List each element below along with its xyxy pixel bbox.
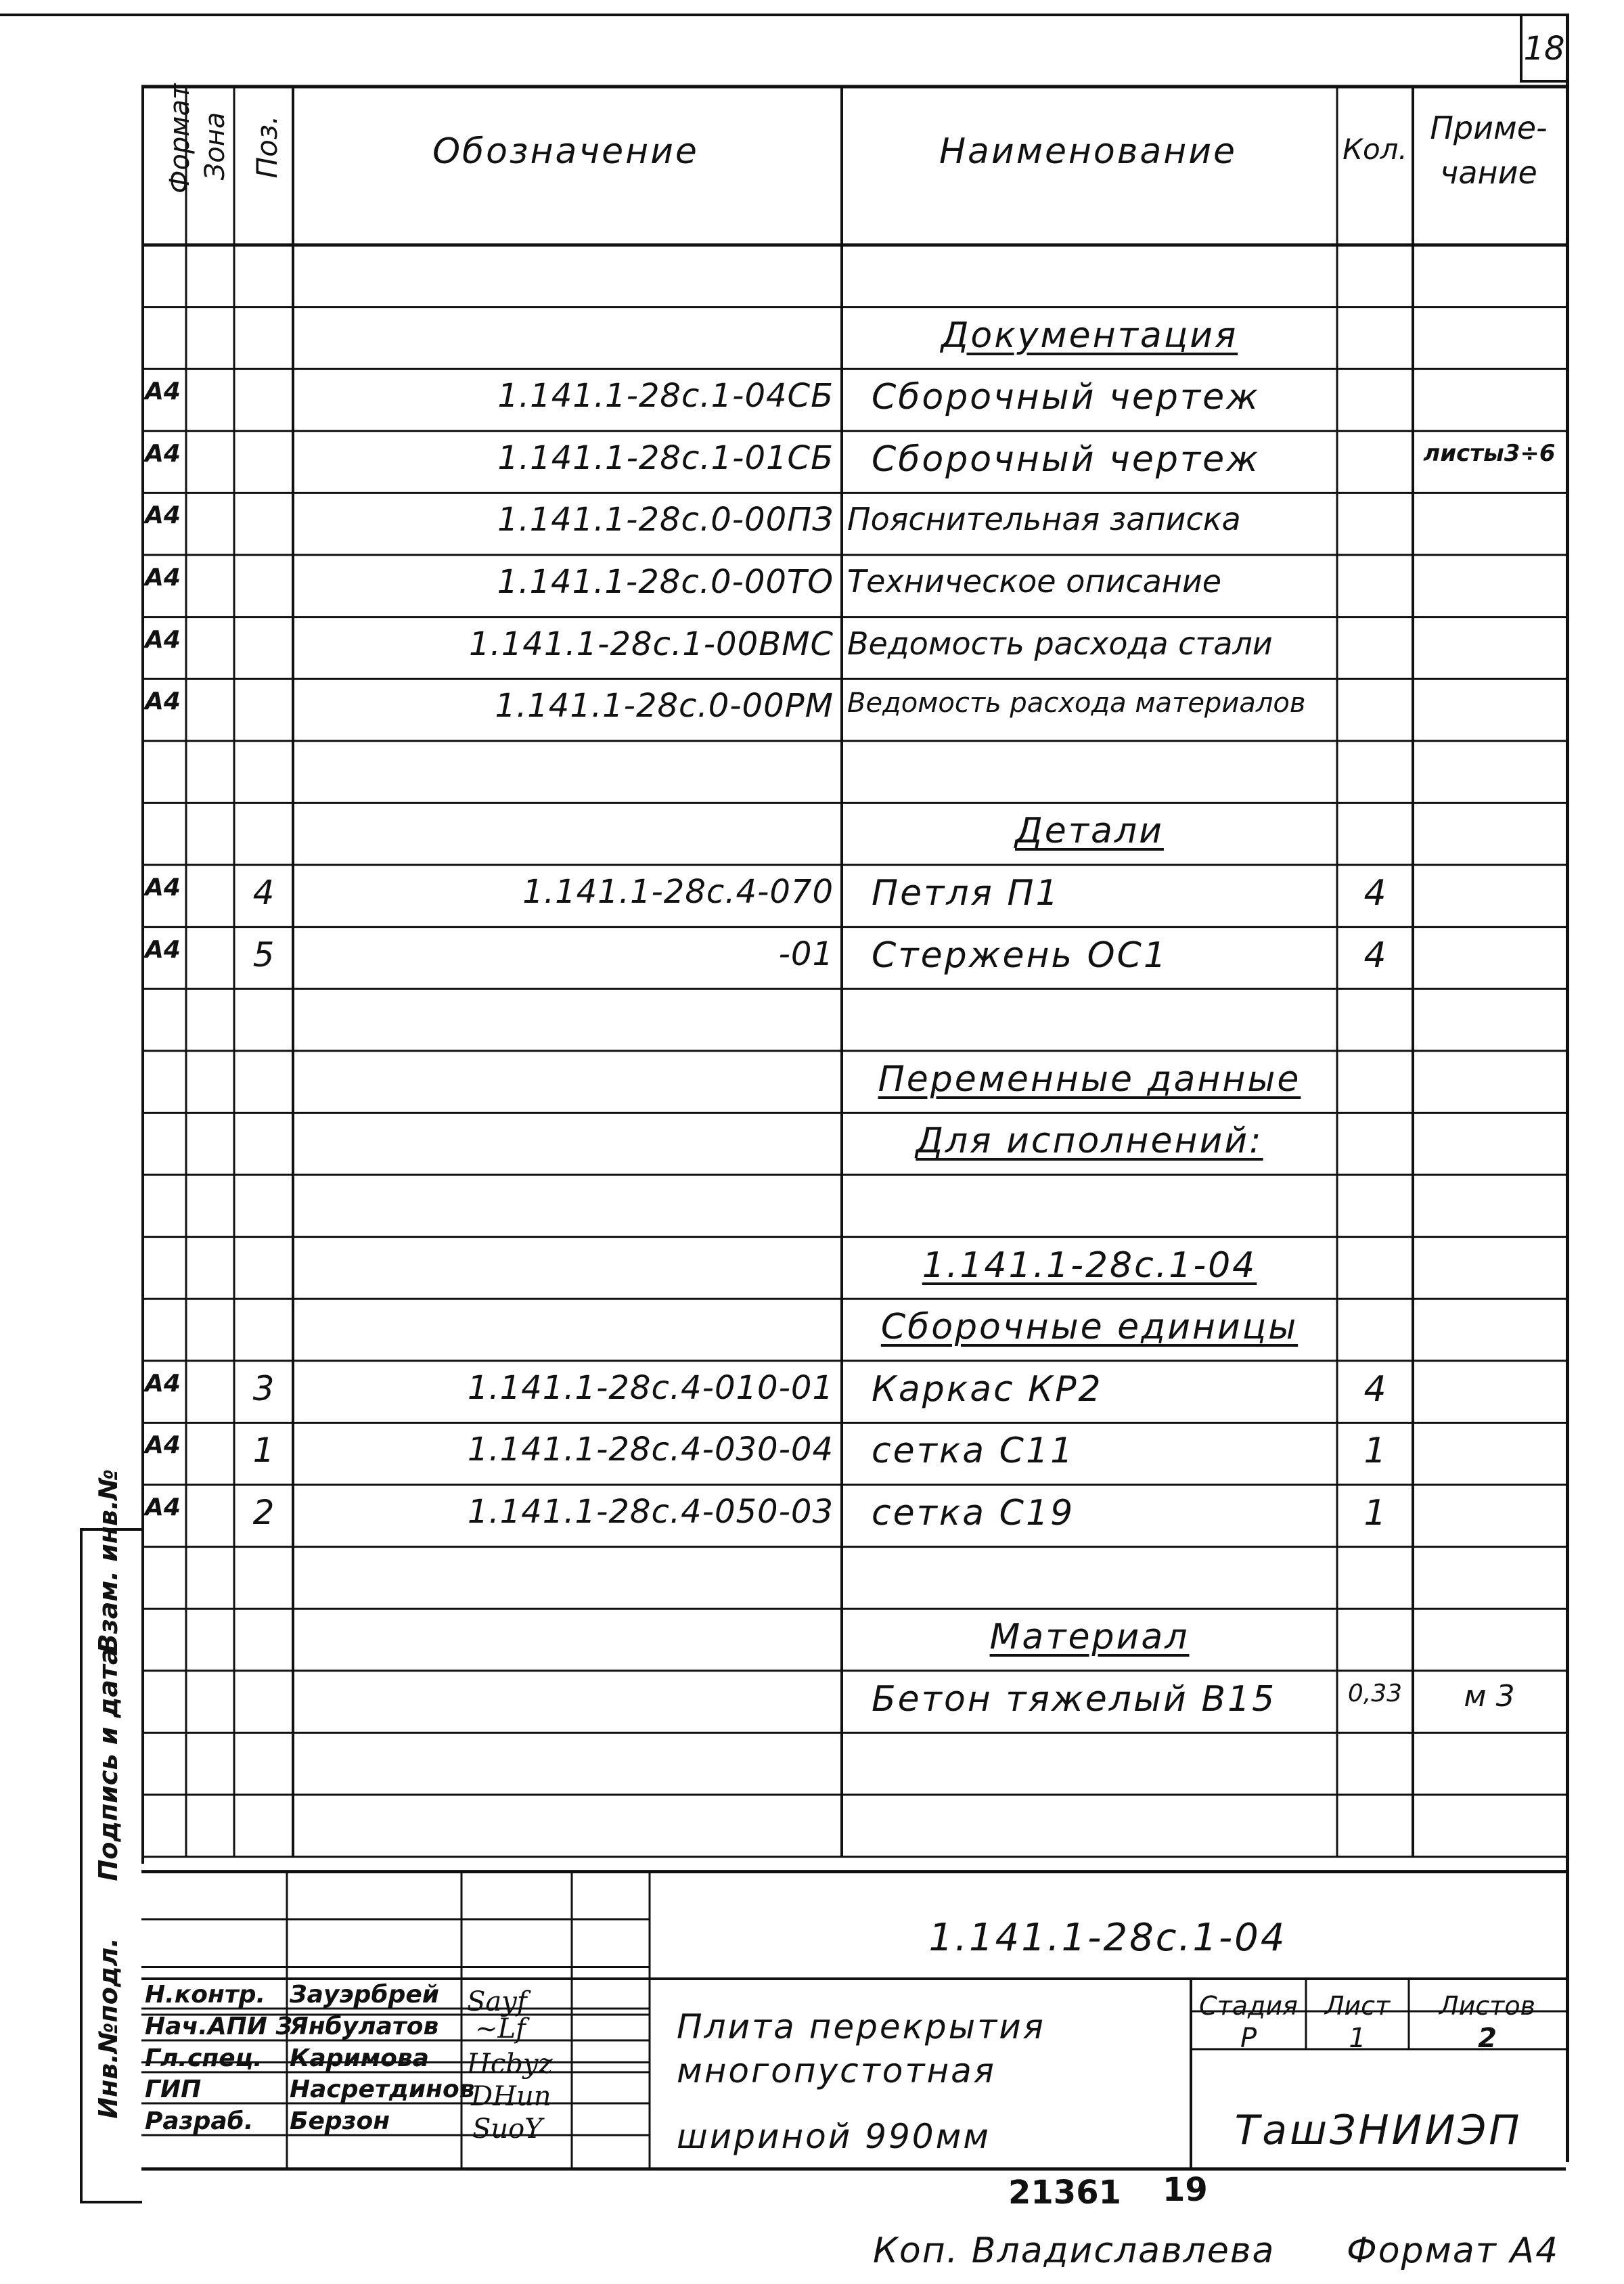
- row-format: А4: [145, 439, 181, 468]
- row-name: Пояснительная записка: [847, 501, 1241, 538]
- sheet-number: 18: [1523, 30, 1565, 68]
- row-name: сетка С11: [872, 1431, 1075, 1472]
- row-format: А4: [145, 564, 181, 591]
- signature-4: DHun: [471, 2081, 551, 2112]
- row-format: А4: [145, 874, 181, 901]
- header-note-line1: Приме-: [1430, 110, 1548, 146]
- footer-inventory-number: 21361: [1008, 2174, 1121, 2212]
- row-name: Ведомость расхода материалов: [847, 688, 1306, 719]
- row-position: 5: [252, 935, 275, 975]
- title-line-3: шириной 990мм: [677, 2117, 991, 2156]
- sheets-label: Листов: [1439, 1991, 1535, 2021]
- row-designation: 1.141.1-28с.0-00ТО: [497, 563, 834, 601]
- header-name: Наименование: [939, 131, 1238, 172]
- person-role: ГИП: [145, 2076, 202, 2103]
- signature-5: SuoY: [472, 2113, 543, 2145]
- header-designation: Обозначение: [432, 131, 699, 172]
- row-name: Документация: [941, 315, 1238, 356]
- footer-page-number: 19: [1163, 2171, 1208, 2209]
- row-name: Переменные данные: [878, 1058, 1301, 1100]
- person-name: Берзон: [290, 2107, 390, 2135]
- row-quantity: 4: [1363, 873, 1386, 914]
- header-note-line2: чание: [1440, 154, 1537, 191]
- row-name: Каркас КР2: [872, 1368, 1103, 1410]
- header-qty: Кол.: [1343, 133, 1407, 166]
- row-name: Петля П1: [872, 873, 1060, 914]
- person-name: Каримова: [290, 2044, 429, 2072]
- footer-format: Формат А4: [1347, 2231, 1560, 2271]
- side-stamp-replaced-inventory: Взам. инв.№: [93, 1469, 123, 1654]
- row-format: А4: [145, 378, 181, 406]
- row-name: Ведомость расхода стали: [847, 625, 1273, 662]
- signature-2: ~Lf: [475, 2013, 526, 2044]
- signature-1: Sayf: [467, 1986, 527, 2017]
- row-name: Техническое описание: [847, 563, 1222, 600]
- row-format: А4: [145, 1431, 181, 1460]
- side-stamp-signature-date: Подпись и дата: [93, 1647, 123, 1881]
- footer-copied-by: Коп. Владиславлева: [873, 2231, 1276, 2271]
- row-name: Стержень ОС1: [872, 935, 1168, 976]
- row-format: А4: [145, 1369, 181, 1397]
- row-format: А4: [145, 501, 181, 530]
- signature-3: Hcbyz: [467, 2048, 553, 2080]
- row-quantity: 1: [1363, 1493, 1386, 1533]
- row-format: А4: [145, 1494, 181, 1521]
- header-pos: Поз.: [250, 115, 284, 179]
- row-name: Сборочный чертеж: [872, 439, 1260, 480]
- person-role: Разраб.: [145, 2107, 254, 2135]
- person-role: Н.контр.: [145, 1981, 266, 2009]
- row-position: 3: [252, 1368, 275, 1408]
- sheets-value: 2: [1478, 2023, 1497, 2054]
- row-position: 4: [252, 873, 275, 912]
- row-quantity: 4: [1363, 1368, 1386, 1410]
- person-name: Янбулатов: [290, 2013, 439, 2040]
- row-designation: 1.141.1-28с.1-04СБ: [497, 377, 834, 416]
- row-designation: -01: [778, 935, 834, 973]
- person-role: Гл.спец.: [145, 2044, 263, 2072]
- row-position: 1: [252, 1431, 275, 1471]
- person-name: Насретдинов: [290, 2076, 475, 2103]
- row-designation: 1.141.1-28с.4-010-01: [467, 1368, 834, 1407]
- row-designation: 1.141.1-28с.4-030-04: [467, 1431, 834, 1469]
- row-designation: 1.141.1-28с.4-070: [522, 873, 834, 911]
- row-designation: 1.141.1-28с.1-01СБ: [497, 439, 834, 477]
- row-format: А4: [145, 625, 181, 654]
- row-designation: 1.141.1-28с.0-00РМ: [495, 687, 834, 725]
- row-quantity: 0,33: [1347, 1679, 1403, 1707]
- person-name: Зауэрбрей: [290, 1981, 439, 2009]
- row-name: сетка С19: [872, 1493, 1075, 1533]
- row-name: Для исполнений:: [916, 1121, 1263, 1162]
- title-line-2: многопустотная: [677, 2051, 996, 2090]
- side-stamp-inventory-original: Инв.№подл.: [93, 1938, 123, 2119]
- row-quantity: 1: [1363, 1431, 1386, 1472]
- header-zone: Зона: [200, 112, 231, 181]
- row-name: Сборочные единицы: [880, 1307, 1299, 1348]
- row-note: листы3÷6: [1423, 439, 1556, 467]
- row-note: м 3: [1464, 1678, 1515, 1714]
- row-name: Сборочный чертеж: [872, 377, 1260, 418]
- row-designation: 1.141.1-28с.1-00ВМС: [468, 625, 834, 663]
- organization: ТашЗНИИЭП: [1234, 2107, 1522, 2154]
- row-format: А4: [145, 935, 181, 964]
- title-line-1: Плита перекрытия: [677, 2007, 1045, 2046]
- row-name: Материал: [989, 1617, 1190, 1658]
- row-name: 1.141.1-28с.1-04: [922, 1245, 1257, 1286]
- sheet-value: 1: [1349, 2023, 1366, 2054]
- row-name: Детали: [1015, 811, 1164, 852]
- person-role: Нач.АПИ 3: [145, 2013, 293, 2040]
- header-format: Формат: [164, 83, 196, 194]
- row-designation: 1.141.1-28с.0-00ПЗ: [497, 501, 834, 539]
- row-name: Бетон тяжелый В15: [872, 1678, 1277, 1720]
- title-document-code: 1.141.1-28с.1-04: [928, 1916, 1287, 1960]
- row-position: 2: [252, 1493, 275, 1532]
- sheet-label: Лист: [1324, 1991, 1391, 2021]
- row-designation: 1.141.1-28с.4-050-03: [467, 1493, 834, 1531]
- row-format: А4: [145, 688, 181, 716]
- row-quantity: 4: [1363, 935, 1386, 976]
- stage-value: Р: [1240, 2023, 1257, 2054]
- stage-label: Стадия: [1199, 1991, 1298, 2021]
